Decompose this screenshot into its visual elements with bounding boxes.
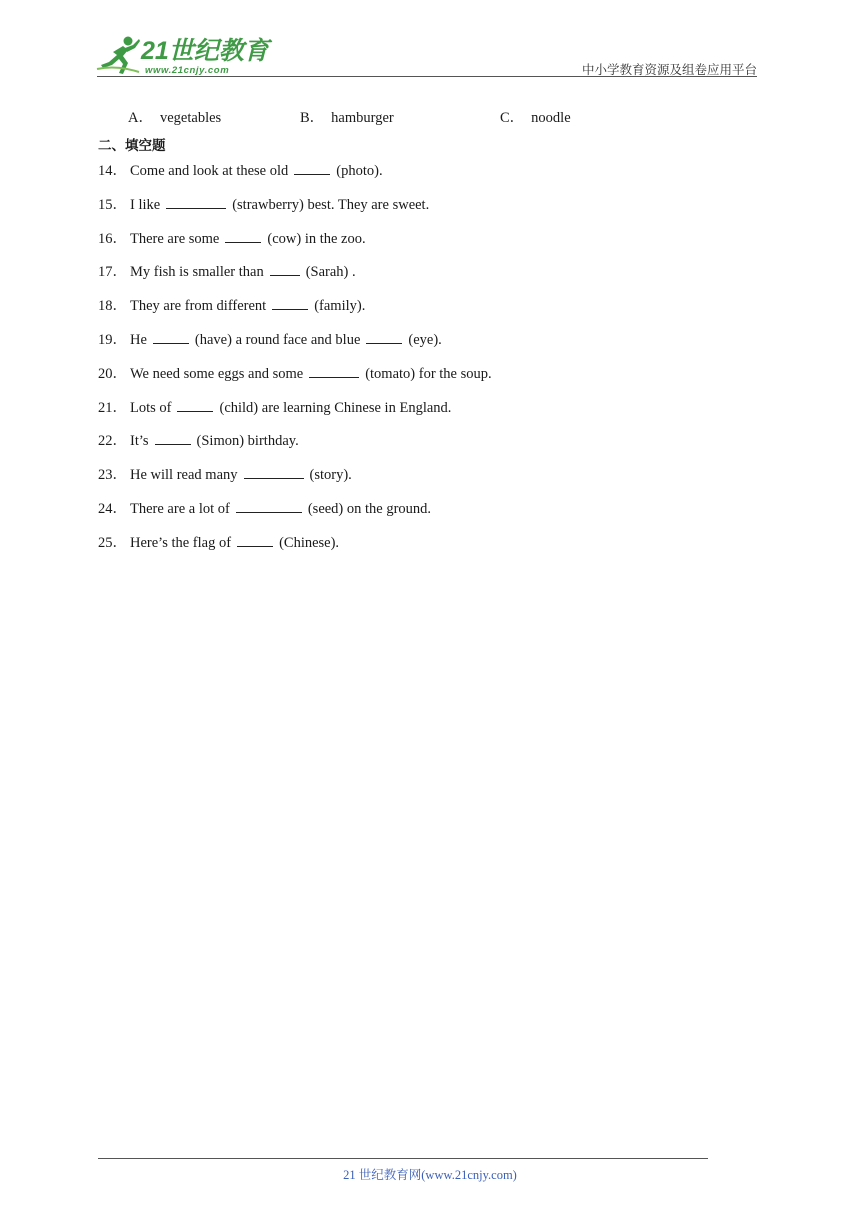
question-text: Lots of: [130, 399, 172, 416]
question-hint: (eye).: [408, 331, 442, 348]
site-logo: [95, 35, 269, 79]
question-text: There are some: [130, 230, 220, 247]
runner-logo-icon: [95, 35, 143, 77]
section-title: 二、填空题: [98, 138, 166, 154]
question-hint: (Simon) birthday.: [196, 433, 299, 450]
question-text: We need some eggs and some: [130, 365, 304, 382]
answer-blank[interactable]: [294, 160, 330, 175]
answer-blank[interactable]: [272, 295, 308, 310]
question-20: [98, 363, 748, 397]
footer-divider: [98, 1158, 708, 1159]
question-14: [98, 160, 748, 194]
question-22: [98, 430, 748, 464]
question-number: 20．: [98, 365, 127, 382]
question-17: [98, 261, 748, 295]
question-text: It’s: [130, 433, 149, 450]
question-number: 22．: [98, 433, 127, 450]
answer-blank[interactable]: [309, 363, 359, 378]
option-text: hamburger: [331, 110, 394, 126]
question-hint: (story).: [309, 467, 352, 484]
option-c: [500, 106, 571, 127]
question-text: He will read many: [130, 467, 238, 484]
question-text: Come and look at these old: [130, 163, 289, 179]
question-24: [98, 498, 748, 532]
question-21: [98, 397, 748, 431]
answer-blank[interactable]: [155, 430, 191, 445]
logo-url: www.21cnjy.com: [145, 65, 230, 76]
answer-blank[interactable]: [225, 228, 261, 243]
question-number: 17．: [98, 264, 127, 281]
question-number: 18．: [98, 298, 127, 315]
question-15: [98, 194, 748, 228]
answer-blank[interactable]: [236, 498, 302, 513]
question-number: 21．: [98, 399, 127, 416]
question-hint: (Sarah) .: [305, 264, 356, 281]
option-text: noodle: [531, 110, 571, 126]
question-18: [98, 295, 748, 329]
answer-blank[interactable]: [177, 397, 213, 412]
question-number: 24．: [98, 500, 127, 517]
question-hint: (Chinese).: [279, 534, 340, 551]
question-text: He: [130, 331, 147, 348]
question-23: [98, 464, 748, 498]
question-16: [98, 228, 748, 262]
option-b: [300, 106, 394, 127]
option-letter: A．: [128, 110, 153, 126]
question-hint: (tomato) for the soup.: [365, 365, 492, 382]
page-header: [0, 0, 860, 80]
question-hint: (child) are learning Chinese in England.: [219, 399, 452, 416]
question-number: 14．: [98, 163, 127, 179]
question-text: There are a lot of: [130, 500, 230, 517]
option-letter: C．: [500, 110, 525, 126]
option-text: vegetables: [159, 110, 222, 126]
question-hint: (cow) in the zoo.: [267, 230, 366, 247]
question-text: Here’s the flag of: [130, 534, 232, 551]
question-hint: (seed) on the ground.: [307, 500, 432, 517]
answer-blank[interactable]: [166, 194, 226, 209]
question-19: [98, 329, 748, 363]
logo-text: 21世纪教育: [141, 37, 269, 65]
answer-options: [0, 106, 860, 126]
header-divider: [97, 76, 757, 77]
header-platform-text: 中小学教育资源及组卷应用平台: [581, 62, 757, 77]
question-text: My fish is smaller than: [130, 264, 264, 281]
question-number: 15．: [98, 196, 127, 213]
option-letter: B．: [300, 110, 325, 126]
question-hint: (family).: [314, 298, 366, 315]
question-hint: (have) a round face and blue: [194, 331, 361, 348]
question-number: 19．: [98, 331, 127, 348]
question-list: [98, 160, 748, 566]
question-number: 25．: [98, 534, 127, 551]
question-hint: (photo).: [336, 163, 383, 179]
answer-blank[interactable]: [244, 464, 304, 479]
answer-blank[interactable]: [366, 329, 402, 344]
question-hint: (strawberry) best. They are sweet.: [232, 196, 430, 213]
question-25: [98, 532, 748, 566]
question-number: 23．: [98, 467, 127, 484]
question-number: 16．: [98, 230, 127, 247]
answer-blank[interactable]: [270, 261, 300, 276]
question-text: I like: [130, 196, 161, 213]
answer-blank[interactable]: [153, 329, 189, 344]
option-a: [128, 106, 221, 127]
answer-blank[interactable]: [237, 532, 273, 547]
page-footer[interactable]: 21 世纪教育网(www.21cnjy.com): [343, 1168, 517, 1182]
question-text: They are from different: [130, 298, 267, 315]
